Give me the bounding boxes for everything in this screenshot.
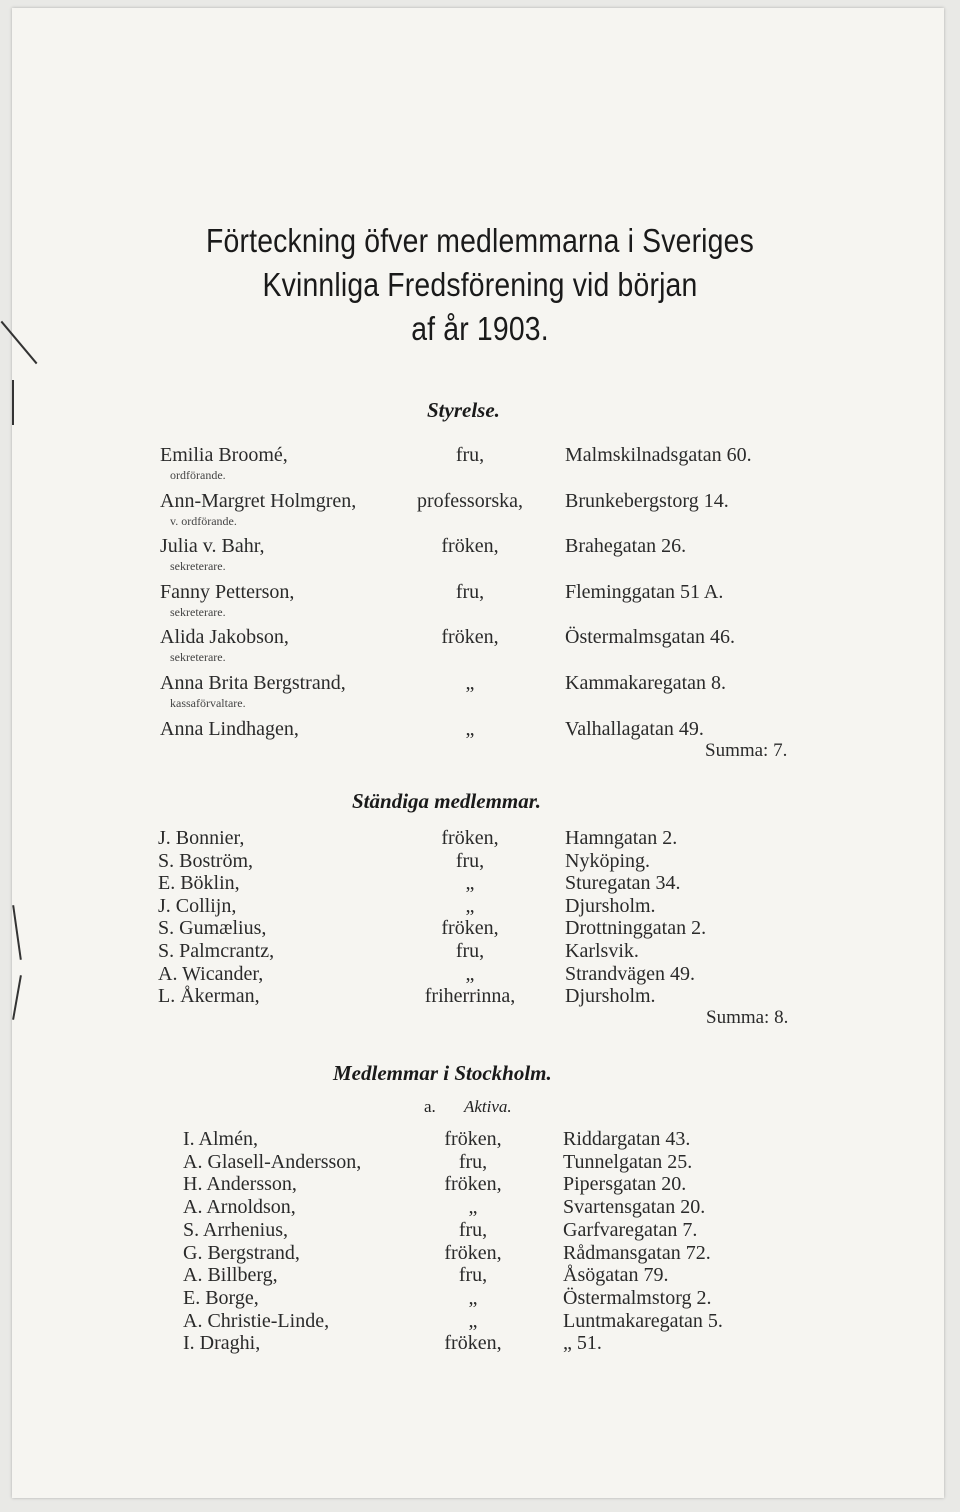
member-row [0,718,960,742]
member-address: Fleminggatan 51 A. [565,580,724,603]
member-address: Östermalmsgatan 46. [565,626,735,649]
member-role: v. ordförande. [170,513,237,528]
member-address: Hamngatan 2. [565,827,678,849]
member-title: fru, [458,1218,488,1241]
aktiva-prefix: a. [424,1097,436,1116]
member-role: kassaförvaltare. [170,696,246,710]
member-title: fru, [458,1264,488,1287]
member-row [0,985,960,1009]
member-title: fröken, [444,1332,502,1355]
aktiva-subheading: Aktiva. [464,1097,512,1116]
member-name: Julia v. Bahr, [160,535,265,558]
member-title: „ [465,717,475,740]
member-row [0,444,960,468]
member-row [0,1264,960,1288]
member-address: Luntmakaregatan 5. [563,1309,723,1332]
member-row [0,1219,960,1243]
member-title: „ [465,894,475,917]
member-name: A. Glasell-Andersson, [183,1150,362,1173]
member-row [0,872,960,896]
member-name: Ann-Margret Holmgren, [160,489,357,512]
member-role: sekreterare. [170,604,226,619]
member-row [0,1173,960,1197]
member-name: Emilia Broomé, [160,444,288,466]
member-name: L. Åkerman, [158,985,260,1008]
member-title: „ [465,672,475,694]
member-address: Kammakaregatan 8. [565,672,727,694]
member-row [0,963,960,987]
member-title: fröken, [441,917,499,940]
member-address: Strandvägen 49. [565,962,695,985]
member-title: fru, [455,940,485,962]
member-row [0,1128,960,1152]
member-name: Anna Brita Bergstrand, [160,672,346,694]
member-address: Riddargatan 43. [563,1128,691,1150]
member-row [0,940,960,964]
styrelse-heading: Styrelse. [427,398,500,422]
member-name: E. Böklin, [158,872,240,895]
member-title: friherrinna, [424,985,516,1008]
member-name: A. Christie-Linde, [183,1309,330,1332]
member-name: J. Bonnier, [158,827,245,849]
member-title: „ [468,1286,478,1309]
member-name: S. Boström, [158,849,254,872]
member-address: Brahegatan 26. [565,535,687,558]
member-row [0,895,960,919]
member-address: Garfvaregatan 7. [563,1218,698,1241]
member-name: I. Draghi, [183,1332,261,1355]
member-name: I. Almén, [183,1128,258,1150]
member-address: „ 51. [563,1332,602,1355]
styrelse-summa: Summa: 7. [705,740,788,761]
member-row [0,1310,960,1334]
member-row [0,490,960,514]
member-row [0,1151,960,1175]
stockholm-heading: Medlemmar i Stockholm. [333,1061,552,1085]
standiga-summa: Summa: 8. [706,1007,789,1028]
member-name: Anna Lindhagen, [160,717,299,740]
member-row [0,917,960,941]
member-row [0,1287,960,1311]
member-title: fröken, [444,1241,502,1264]
member-address: Karlsvik. [565,940,639,962]
member-name: A. Wicander, [158,962,264,985]
margin-mark [12,380,14,425]
member-address: Sturegatan 34. [565,872,681,895]
member-address: Svartensgatan 20. [563,1196,706,1219]
member-title: fru, [455,849,485,872]
document-title-line-1: Förteckning öfver medlemmarna i Sveriges [206,222,754,259]
member-address: Östermalmstorg 2. [563,1286,712,1309]
member-address: Brunkebergstorg 14. [565,489,729,512]
member-title: fröken, [444,1128,502,1150]
member-name: J. Collijn, [158,894,237,917]
document-title-line-3: af år 1903. [411,310,549,347]
member-address: Drottninggatan 2. [565,917,707,940]
document-title-line-2: Kvinnliga Fredsförening vid början [262,266,698,303]
standiga-heading: Ständiga medlemmar. [352,789,542,813]
member-role: ordförande. [170,468,226,482]
member-name: S. Arrhenius, [183,1218,288,1241]
member-address: Djursholm. [565,985,656,1008]
member-row [0,626,960,650]
member-address: Åsögatan 79. [563,1264,669,1287]
member-name: S. Gumælius, [158,917,267,940]
member-address: Nyköping. [565,849,650,872]
member-role: sekreterare. [170,559,226,574]
member-address: Tunnelgatan 25. [563,1150,693,1173]
member-role: sekreterare. [170,650,226,665]
member-address: Valhallagatan 49. [565,717,704,740]
member-name: E. Borge, [183,1286,259,1309]
member-name: A. Arnoldson, [183,1196,296,1219]
member-row [0,1196,960,1220]
member-title: fru, [455,444,485,466]
member-name: S. Palmcrantz, [158,940,275,962]
member-name: A. Billberg, [183,1264,278,1287]
member-name: H. Andersson, [183,1173,297,1196]
member-row [0,827,960,851]
member-address: Rådmansgatan 72. [563,1241,711,1264]
member-title: fröken, [441,827,499,849]
member-address: Malmskilnadsgatan 60. [565,444,752,466]
member-title: professorska, [416,489,524,512]
member-title: „ [468,1309,478,1332]
member-title: fru, [455,580,485,603]
member-title: fröken, [444,1173,502,1196]
member-name: G. Bergstrand, [183,1241,300,1264]
member-row [0,672,960,696]
member-row [0,581,960,605]
member-row [0,1242,960,1266]
member-address: Djursholm. [565,894,656,917]
member-address: Pipersgatan 20. [563,1173,687,1196]
member-title: „ [468,1196,478,1219]
member-row [0,850,960,874]
member-title: fru, [458,1150,488,1173]
member-title: „ [465,872,475,895]
member-name: Fanny Petterson, [160,580,295,603]
member-row [0,1332,960,1356]
member-row [0,535,960,559]
member-title: „ [465,962,475,985]
member-name: Alida Jakobson, [160,626,289,649]
member-title: fröken, [441,626,499,649]
member-title: fröken, [441,535,499,558]
